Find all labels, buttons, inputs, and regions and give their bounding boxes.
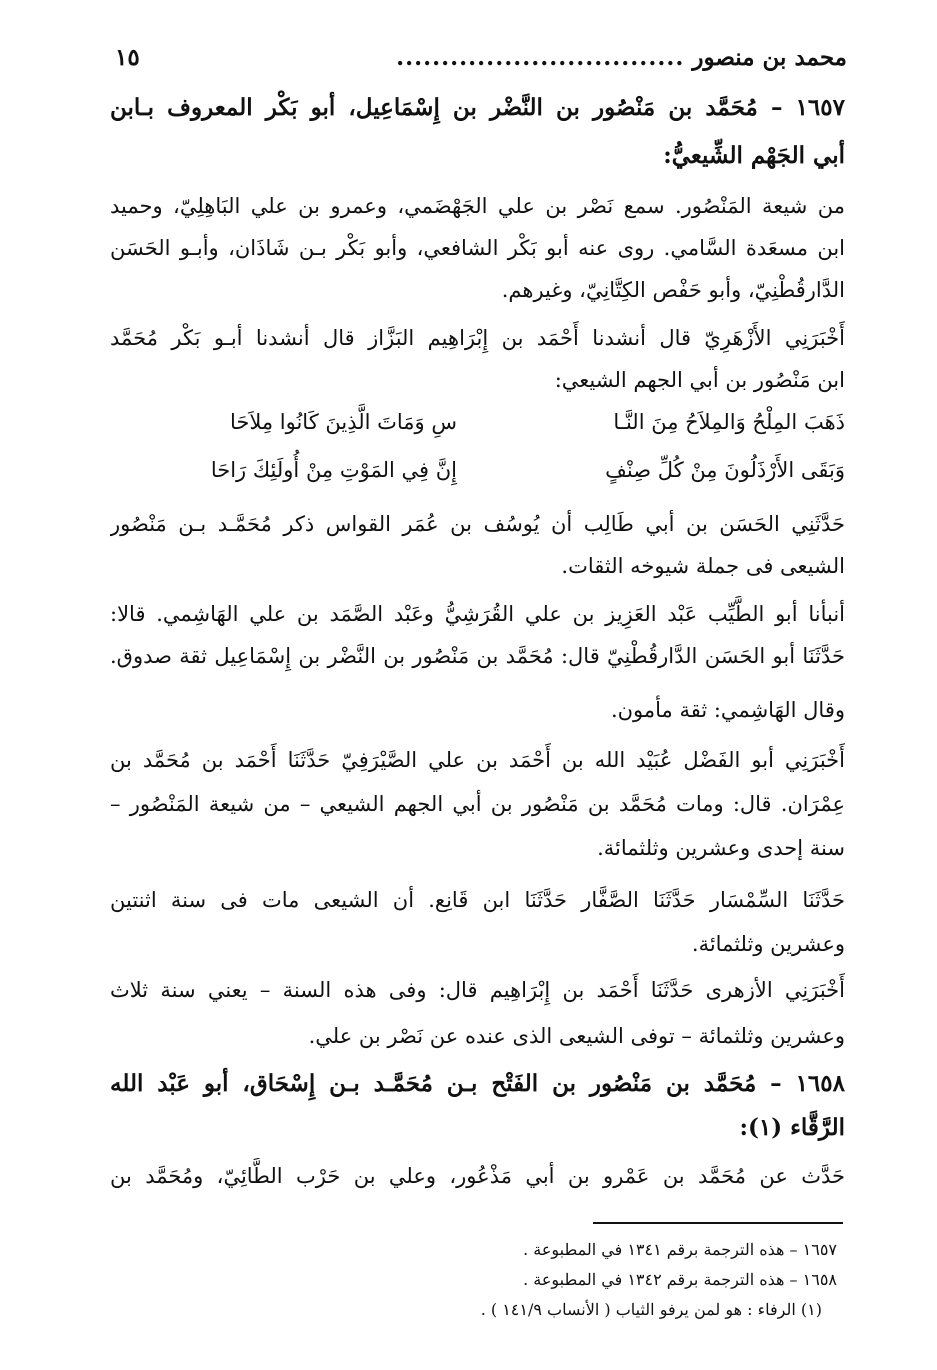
paragraph-line: الشيعى فى جملة شيوخه الثقات. — [561, 554, 845, 578]
paragraph-line: حَدَّثَنَا السِّمْسَار حَدَّثَنَا الصَّفَّار حَدَّثَنَا ابن قَانِع. أن الشيعى مات فى سنة اثنتين — [110, 888, 845, 912]
entry-title-line: أبي الجَهْم الشِّيعيُّ: — [663, 142, 845, 169]
entry-title-line: ١٦٥٨ – مُحَمَّد بن مَنْصُور بن الفَتْح بـن مُحَمَّـد بـن إِسْحَاق، أبو عَبْد الله — [110, 1070, 845, 1097]
paragraph-line: أنبأنا أبو الطَّيِّب عَبْد العَزِيز بن علي القُرَشِيُّ وعَبْد الصَّمَد بن علي الهَاشِمي. قالا: — [110, 602, 845, 626]
footnote: ١٦٥٨ – هذه الترجمة برقم ١٣٤٢ في المطبوعة . — [523, 1270, 837, 1289]
page-number: ١٥ — [115, 44, 140, 71]
paragraph-line: ابن مَنْصُور بن أبي الجهم الشيعي: — [554, 368, 845, 392]
running-header — [115, 44, 847, 71]
entry-title-line: ١٦٥٧ – مُحَمَّد بن مَنْصُور بن النَّضْر بن إِسْمَاعِيل، أبو بَكْر المعروف بـابن — [110, 94, 845, 121]
verse-hemistich-right: وَبَقَى الأَرْذَلُونَ مِنْ كُلِّ صِنْفٍ — [605, 458, 845, 482]
paragraph-line: أَخْبَرَنِي الأَزْهَرِيّ قال أنشدنا أَحْمَد بن إِبْرَاهِيم البَزَّاز قال أنشدنا أبـو بَكْر مُحَمَّد — [110, 326, 845, 350]
paragraph-line: حَدَّث عن مُحَمَّد بن عَمْرو بن أبي مَذْعُور، وعلي بن حَرْب الطَّائِيّ، ومُحَمَّد بن — [110, 1164, 845, 1188]
paragraph-line: سنة إحدى وعشرين وثلثمائة. — [597, 836, 845, 860]
paragraph-line: أَخْبَرَنِي الأزهرى حَدَّثَنَا أَحْمَد بن إِبْرَاهِيم قال: وفى هذه السنة – يعني سنة ثلاث — [110, 978, 845, 1002]
verse-hemistich-right: ذَهَبَ المِلْحُ وَالمِلاَحُ مِنَ النَّـا — [613, 410, 845, 434]
footnote: (١) الرفاء : هو لمن يرفو الثياب ( الأنساب ١٤١/٩ ) . — [480, 1300, 822, 1319]
paragraph-line: أَخْبَرَنِي أبو الفَضْل عُبَيْد الله بن أَحْمَد بن علي الصَّيْرَفِيّ حَدَّثَنَا أَحْمَد بن مُحَمَّد بن — [110, 748, 845, 772]
paragraph-line: من شيعة المَنْصُور. سمع نَصْر بن علي الجَهْضَمي، وعمرو بن علي البَاهِلِيّ، وحميد — [110, 194, 845, 218]
running-title: محمد بن منصور — [692, 44, 847, 71]
entry-title-line: الرَّقَّاء (١): — [739, 1114, 845, 1141]
paragraph-line: وعشرين وثلثمائة. — [691, 932, 845, 956]
paragraph-line: حَدَّثَنَا أبو الحَسَن الدَّارقُطْنِيّ قال: مُحَمَّد بن مَنْصُور بن النَّضْر بن إِسْمَاعِيل ثقة صدوق. — [110, 644, 845, 668]
paragraph-line: وقال الهَاشِمي: ثقة مأمون. — [610, 698, 845, 722]
verse-hemistich-left: سِ وَمَاتَ الَّذِينَ كَانُوا مِلاَحَا — [229, 410, 457, 434]
paragraph-line: حَدَّثَنِي الحَسَن بن أبي طَالِب أن يُوسُف بن عُمَر القواس ذكر مُحَمَّـد بـن مَنْصُور — [110, 512, 845, 536]
paragraph-line: الدَّارقُطْنِيّ، وأبو حَفْص الكِتَّانِيّ، وغيرهم. — [501, 278, 845, 302]
header-leader-dots: ................................ — [396, 44, 685, 71]
paragraph-line: عِمْرَان. قال: ومات مُحَمَّد بن مَنْصُور بن أبي الجهم الشيعي – من شيعة المَنْصُور – — [110, 792, 845, 816]
footnote: ١٦٥٧ – هذه الترجمة برقم ١٣٤١ في المطبوعة . — [523, 1240, 837, 1259]
footnote-separator — [593, 1222, 843, 1224]
paragraph-line: ابن مسعَدة السَّامي. روى عنه أبو بَكْر الشافعي، وأبو بَكْر بـن شَاذَان، وأبـو الحَسَن — [110, 236, 845, 260]
verse-hemistich-left: إِنَّ فِي المَوْتِ مِنْ أُولَئِكَ رَاحَا — [210, 458, 457, 482]
paragraph-line: وعشرين وثلثمائة – توفى الشيعى الذى عنده عن نَصْر بن علي. — [308, 1024, 845, 1048]
